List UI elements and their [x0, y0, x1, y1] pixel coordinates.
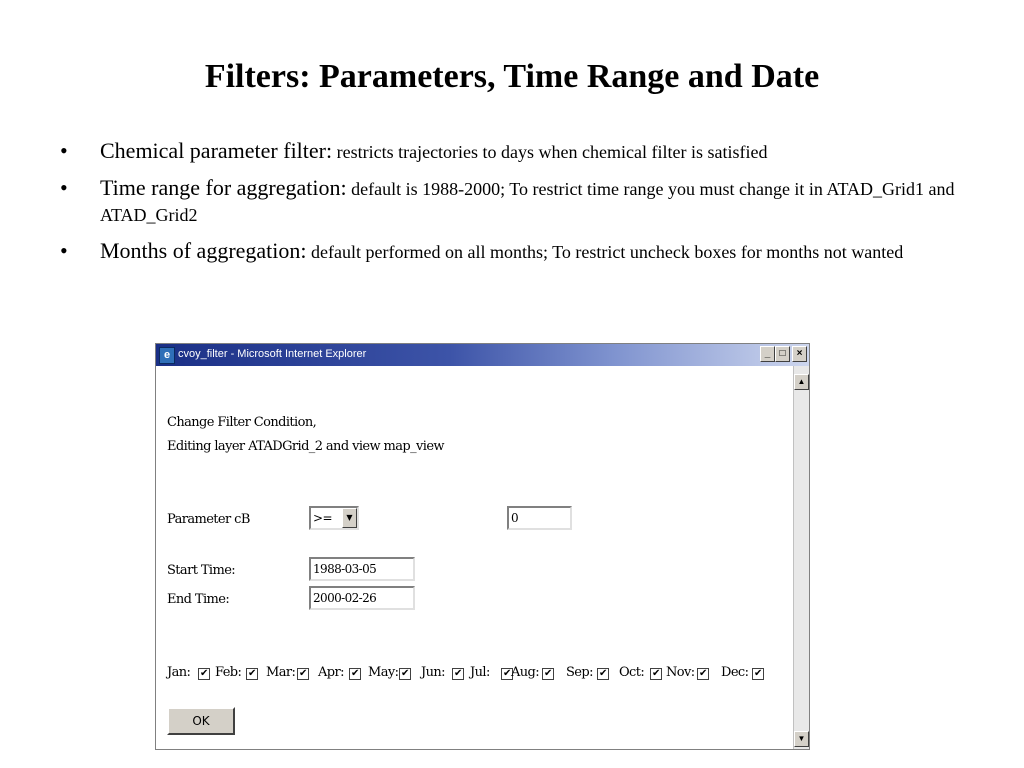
- scroll-down-icon[interactable]: ▼: [794, 731, 809, 747]
- bullet-text: default performed on all months; To restrict uncheck boxes for months not wanted: [306, 242, 904, 262]
- maximize-button[interactable]: □: [775, 346, 790, 362]
- month-checkbox-mar[interactable]: ✔: [298, 668, 308, 679]
- month-checkbox-nov[interactable]: ✔: [698, 668, 708, 679]
- end-time-input[interactable]: 2000-02-26: [309, 586, 415, 610]
- month-label-jul: Jul:: [470, 665, 490, 680]
- month-checkbox-sep[interactable]: ✔: [598, 668, 608, 679]
- month-checkbox-jan[interactable]: ✔: [199, 668, 209, 679]
- month-label-dec: Dec:: [721, 665, 749, 680]
- month-checkbox-may[interactable]: ✔: [400, 668, 410, 679]
- window-title: cvoy_filter - Microsoft Internet Explorer: [178, 348, 367, 360]
- month-label-apr: Apr:: [318, 665, 344, 680]
- operator-select[interactable]: [309, 506, 359, 530]
- month-label-nov: Nov:: [666, 665, 695, 680]
- form-heading-line2: Editing layer ATADGrid_2 and view map_view: [167, 439, 444, 454]
- chevron-down-icon[interactable]: ▼: [342, 508, 357, 528]
- month-label-jan: Jan:: [167, 665, 191, 680]
- month-checkbox-oct[interactable]: ✔: [651, 668, 661, 679]
- month-label-aug: Aug:: [511, 665, 540, 680]
- vertical-scrollbar[interactable]: [793, 366, 809, 749]
- bullet-icon: •: [60, 138, 68, 163]
- operator-value: >=: [313, 511, 332, 525]
- ie-icon: e: [159, 347, 175, 364]
- browser-window: [155, 343, 810, 750]
- month-label-jun: Jun:: [421, 665, 445, 680]
- scroll-up-icon[interactable]: ▲: [794, 374, 809, 390]
- start-time-label: Start Time:: [167, 563, 236, 578]
- month-checkbox-dec[interactable]: ✔: [753, 668, 763, 679]
- bullet-time-range: [60, 175, 960, 229]
- slide-title: Filters: Parameters, Time Range and Date: [204, 58, 820, 95]
- bullet-lead: Chemical parameter filter:: [100, 138, 333, 163]
- bullet-text: default is 1988-2000; To restrict time range you must change it in ATAD_Grid1 and ATAD_Grid2: [100, 179, 955, 225]
- month-label-mar: Mar:: [266, 665, 296, 680]
- month-label-sep: Sep:: [566, 665, 593, 680]
- month-checkbox-aug[interactable]: ✔: [543, 668, 553, 679]
- month-checkbox-jul[interactable]: ✔: [502, 668, 512, 679]
- bullet-text: restricts trajectories to days when chemical filter is satisfied: [332, 142, 768, 162]
- start-time-input[interactable]: 1988-03-05: [309, 557, 415, 581]
- minimize-button[interactable]: _: [760, 346, 775, 362]
- end-time-label: End Time:: [167, 592, 230, 607]
- ok-button[interactable]: OK: [167, 707, 235, 735]
- bullet-months: [60, 238, 960, 266]
- month-checkbox-jun[interactable]: ✔: [453, 668, 463, 679]
- month-label-feb: Feb:: [215, 665, 242, 680]
- bullet-lead: Time range for aggregation:: [100, 175, 347, 200]
- page-content: [156, 366, 793, 749]
- parameter-value-input[interactable]: 0: [507, 506, 572, 530]
- month-label-may: May:: [368, 665, 399, 680]
- month-checkbox-feb[interactable]: ✔: [247, 668, 257, 679]
- bullet-icon: •: [60, 238, 68, 263]
- bullet-icon: •: [60, 175, 68, 200]
- window-titlebar[interactable]: [156, 344, 809, 366]
- bullet-chemical-filter: [60, 138, 960, 166]
- month-label-oct: Oct:: [619, 665, 645, 680]
- form-heading-line1: Change Filter Condition,: [167, 415, 317, 430]
- bullet-lead: Months of aggregation:: [100, 238, 307, 263]
- close-button[interactable]: ×: [792, 346, 807, 362]
- parameter-label: Parameter cB: [167, 512, 250, 527]
- bullet-list: [60, 138, 960, 275]
- month-checkbox-apr[interactable]: ✔: [350, 668, 360, 679]
